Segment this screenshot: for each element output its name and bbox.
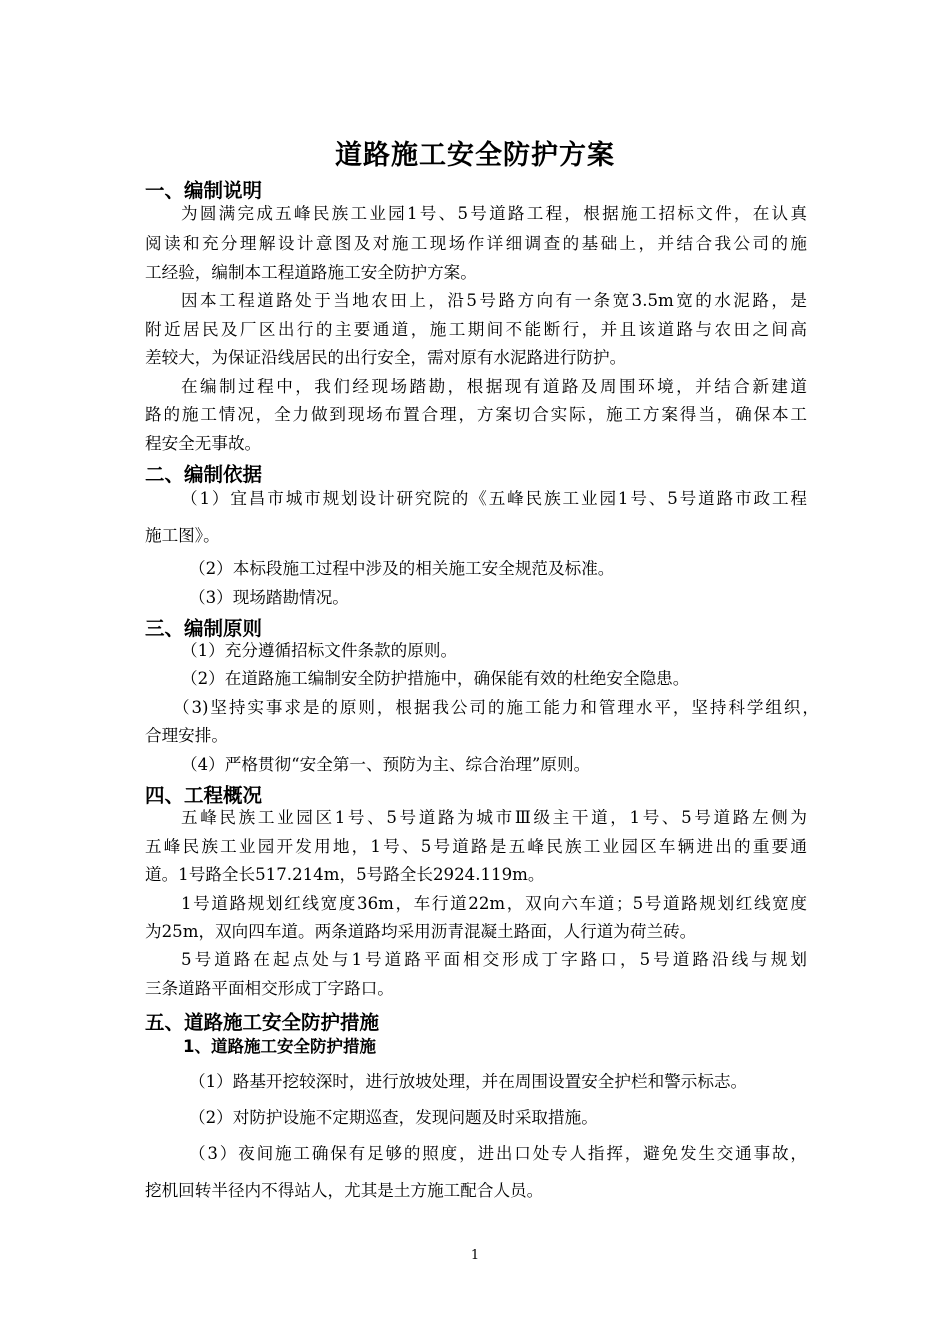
paragraph-line: 合理安排。 xyxy=(145,726,228,745)
subsection-heading: 1、道路施工安全防护措施 xyxy=(183,1037,376,1056)
paragraph-line: 因本工程道路处于当地农田上，沿5号路方向有一条宽3.5m宽的水泥路，是 xyxy=(181,291,807,310)
paragraph-line: （4）严格贯彻“安全第一、预防为主、综合治理”原则。 xyxy=(181,755,591,774)
paragraph-line: 五峰民族工业园区1号、5号道路为城市Ⅲ级主干道，1号、5号道路左侧为 xyxy=(181,808,807,827)
section-heading-5: 五、道路施工安全防护措施 xyxy=(145,1011,380,1034)
paragraph-line: （3）现场踏勘情况。 xyxy=(189,588,349,607)
paragraph-line: 五峰民族工业园开发用地，1号、5号道路是五峰民族工业园区车辆进出的重要通 xyxy=(145,837,807,856)
paragraph-line: 三条道路平面相交形成丁字路口。 xyxy=(145,979,394,998)
paragraph-line: 阅读和充分理解设计意图及对施工现场作详细调查的基础上，并结合我公司的施 xyxy=(145,234,807,253)
page-number: 1 xyxy=(470,1248,480,1263)
document-title: 道路施工安全防护方案 xyxy=(335,140,615,171)
paragraph-line: 5号道路在起点处与1号道路平面相交形成丁字路口，5号道路沿线与规划 xyxy=(181,950,807,969)
paragraph-line: 差较大，为保证沿线居民的出行安全，需对原有水泥路进行防护。 xyxy=(145,348,627,367)
paragraph-line: （3）夜间施工确保有足够的照度，进出口处专人指挥，避免发生交通事故， xyxy=(189,1144,807,1163)
paragraph-line: （1）充分遵循招标文件条款的原则。 xyxy=(181,641,458,660)
paragraph-line: 施工图》。 xyxy=(145,526,220,545)
section-heading-1: 一、编制说明 xyxy=(145,179,263,202)
paragraph-line: （1）宜昌市城市规划设计研究院的《五峰民族工业园1号、5号道路市政工程 xyxy=(181,489,807,508)
paragraph-line: （1）路基开挖较深时，进行放坡处理，并在周围设置安全护栏和警示标志。 xyxy=(189,1072,748,1091)
paragraph-line: 程安全无事故。 xyxy=(145,434,262,453)
paragraph-line: 为25m，双向四车道。两条道路均采用沥青混凝土路面，人行道为荷兰砖。 xyxy=(145,922,697,941)
paragraph-line: 在编制过程中，我们经现场踏勘，根据现有道路及周围环境，并结合新建道 xyxy=(181,377,807,396)
paragraph-line: 附近居民及厂区出行的主要通道，施工期间不能断行，并且该道路与农田之间高 xyxy=(145,320,807,339)
paragraph-line: 道。1号路全长517.214m，5号路全长2924.119m。 xyxy=(145,865,545,884)
paragraph-line: （2）本标段施工过程中涉及的相关施工安全规范及标准。 xyxy=(189,559,615,578)
paragraph-line: 工经验，编制本工程道路施工安全防护方案。 xyxy=(145,263,477,282)
paragraph-line: （2）在道路施工编制安全防护措施中，确保能有效的杜绝安全隐患。 xyxy=(181,669,690,688)
section-heading-2: 二、编制依据 xyxy=(145,463,263,486)
paragraph-line: 路的施工情况，全力做到现场布置合理，方案切合实际，施工方案得当，确保本工 xyxy=(145,405,807,424)
paragraph-line: （2）对防护设施不定期巡查，发现问题及时采取措施。 xyxy=(189,1108,598,1127)
paragraph-line: 为圆满完成五峰民族工业园1号、5号道路工程，根据施工招标文件，在认真 xyxy=(181,204,807,223)
paragraph-line: 挖机回转半径内不得站人，尤其是土方施工配合人员。 xyxy=(145,1181,544,1200)
paragraph-line: 1号道路规划红线宽度36m，车行道22m，双向六车道；5号道路规划红线宽度 xyxy=(181,894,807,913)
section-heading-3: 三、编制原则 xyxy=(145,617,263,640)
section-heading-4: 四、工程概况 xyxy=(145,784,263,807)
paragraph-line: （3)坚持实事求是的原则，根据我公司的施工能力和管理水平，坚持科学组织， xyxy=(173,698,819,717)
